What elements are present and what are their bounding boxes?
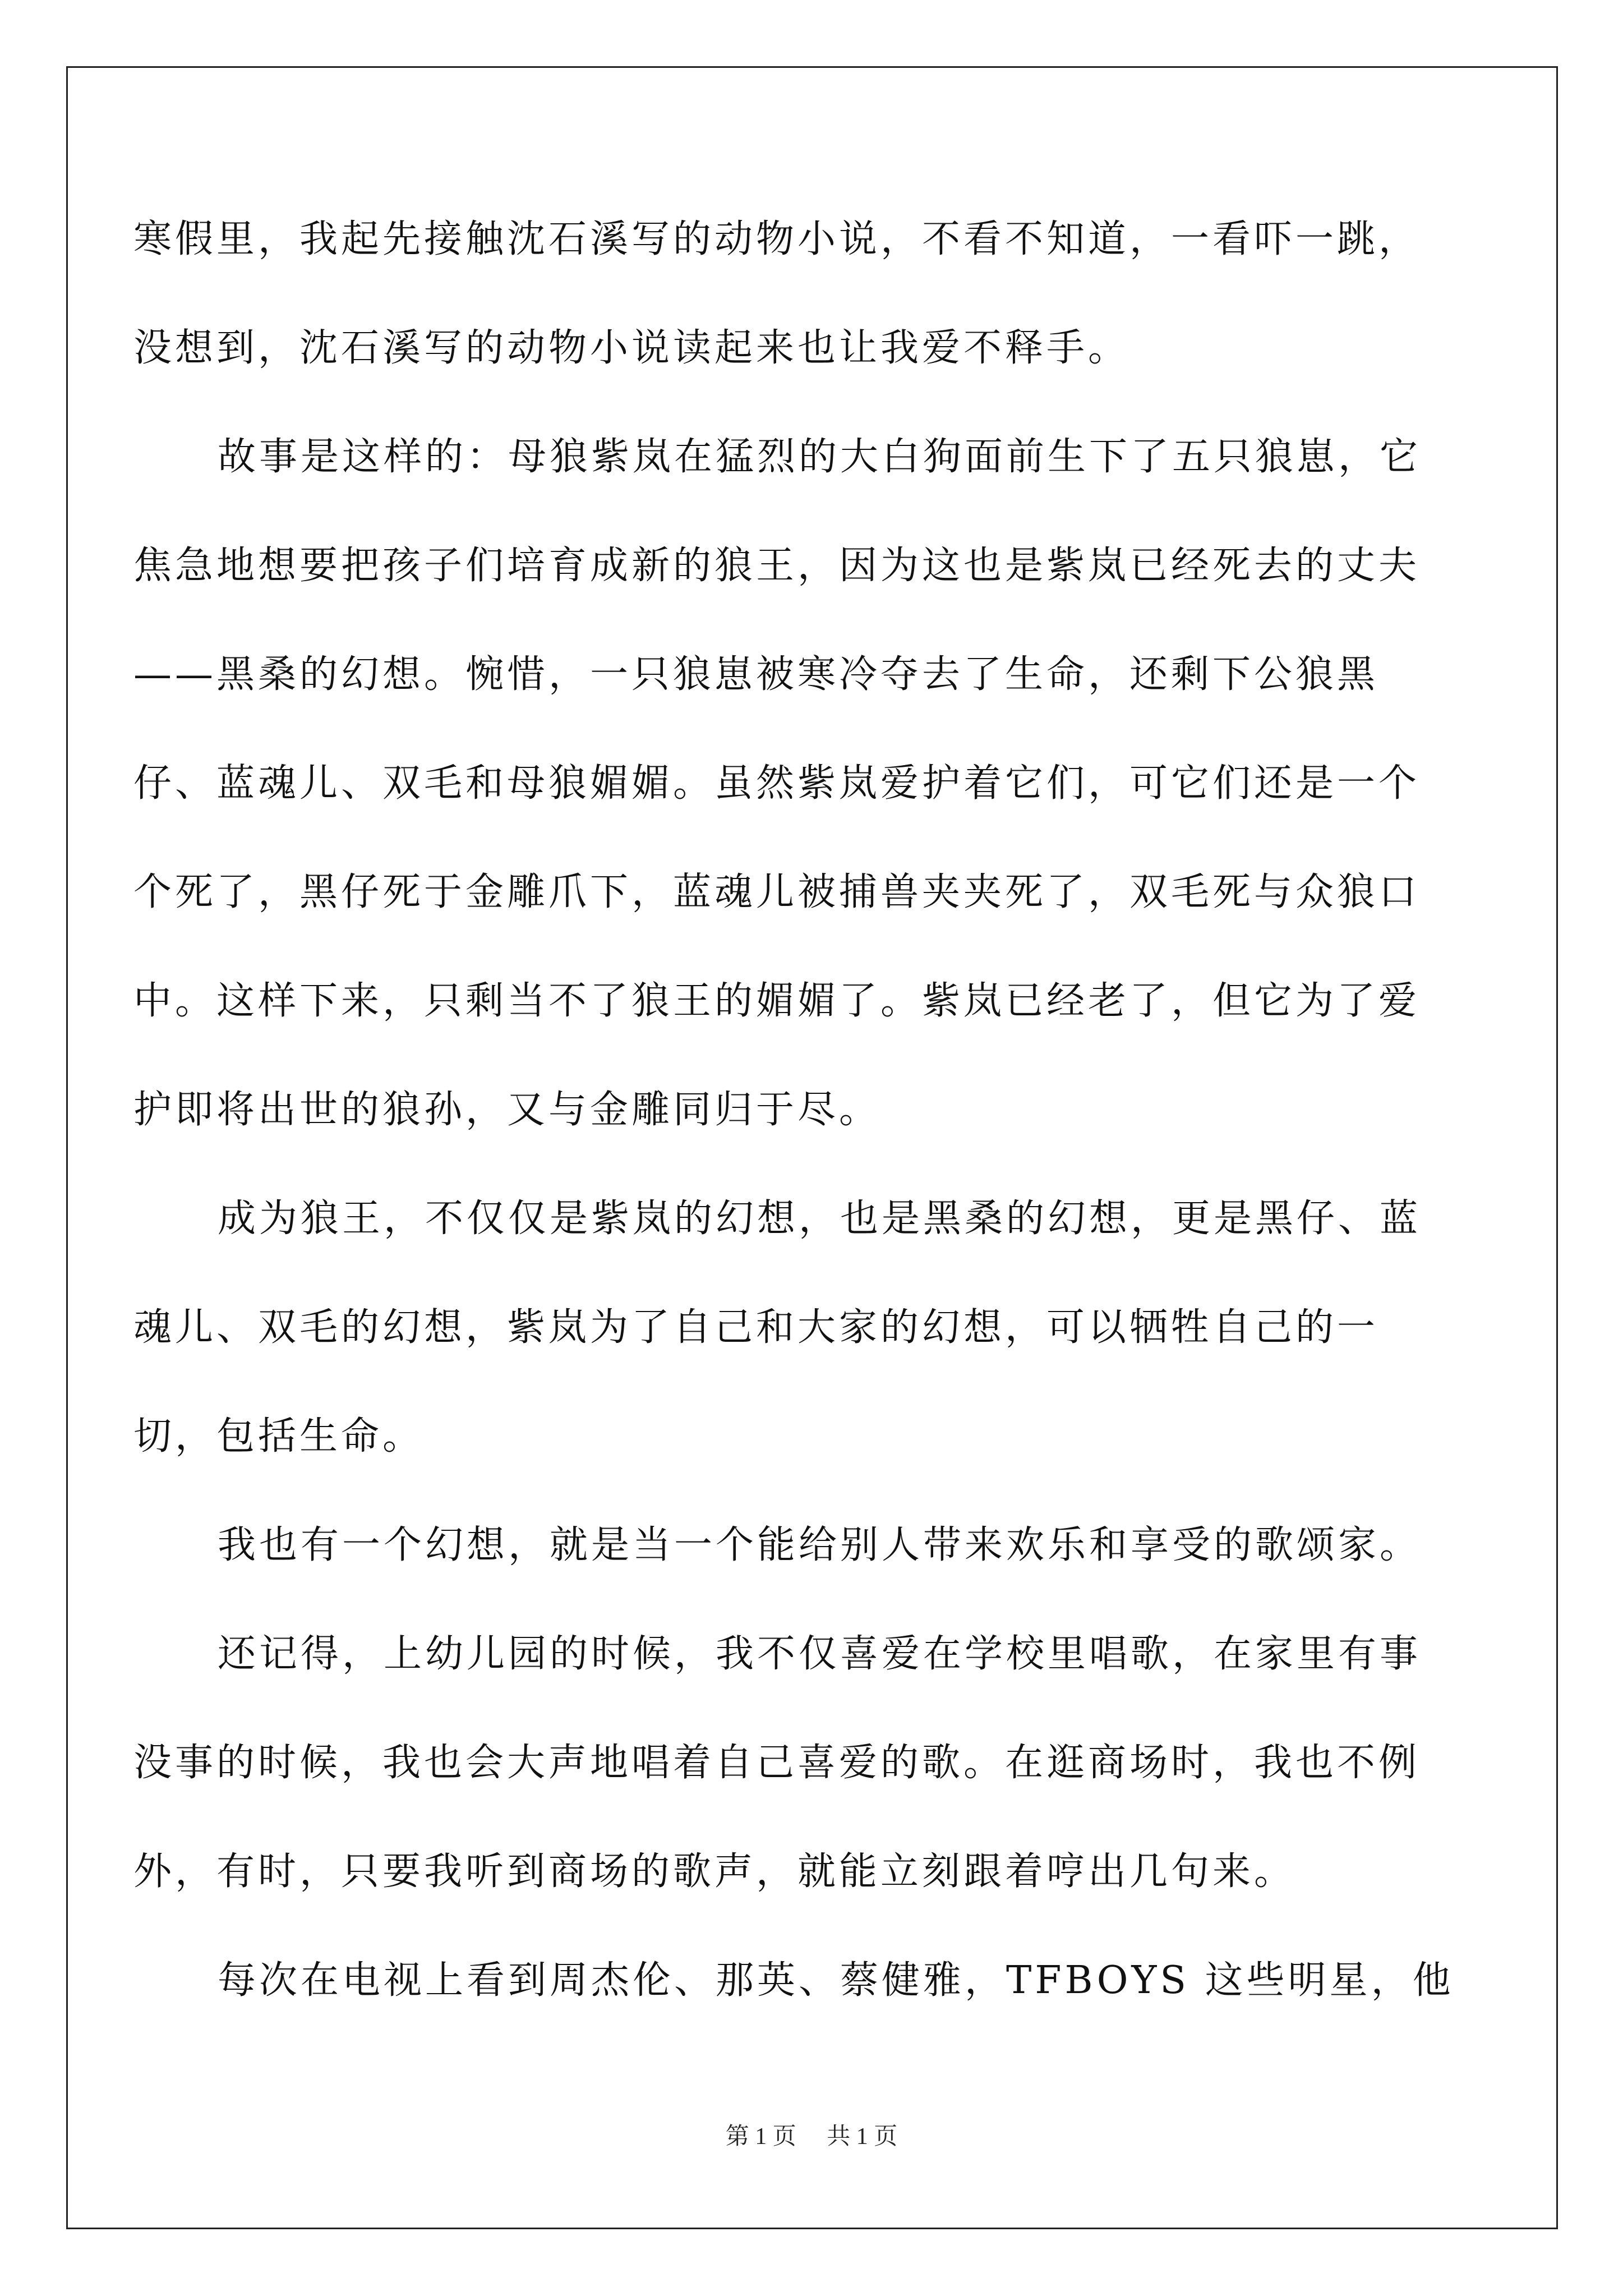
paragraph-2: 故事是这样的：母狼紫岚在猛烈的大白狗面前生下了五只狼崽，它焦急地想要把孩子们培育成新的狼王，因为这也是紫岚已经死去的丈夫——黑桑的幻想。惋惜，一只狼崽被寒冷夺去了生命，还剩下公狼黑仔、蓝魂儿、双毛和母狼媚媚。虽然紫岚爱护着它们，可它们还是一个个死了，黑仔死于金雕爪下，蓝魂儿被捕兽夹夹死了，双毛死与众狼口中。这样下来，只剩当不了狼王的媚媚了。紫岚已经老了，但它为了爱护即将出世的狼孙，又与金雕同归于尽。 <box>133 435 1422 1132</box>
paragraph-6: 每次在电视上看到周杰伦、那英、蔡健雅，TFBOYS 这些明星，他 <box>218 1958 1454 2003</box>
page-total: 共 1 页 <box>827 2124 898 2150</box>
page-number: 第 1 页 <box>725 2124 796 2150</box>
paragraph-5: 还记得，上幼儿园的时候，我不仅喜爱在学校里唱歌，在家里有事没事的时候，我也会大声地唱着自己喜爱的歌。在逛商场时，我也不例外，有时，只要我听到商场的歌声，就能立刻跟着哼出几句来。 <box>133 1632 1422 1894</box>
paragraph-4: 我也有一个幻想，就是当一个能给别人带来欢乐和享受的歌颂家。 <box>218 1523 1422 1567</box>
paragraph-1: 寒假里，我起先接触沈石溪写的动物小说，不看不知道，一看吓一跳，没想到，沈石溪写的动物小说读起来也让我爱不释手。 <box>133 217 1421 370</box>
paragraph-3: 成为狼王，不仅仅是紫岚的幻想，也是黑桑的幻想，更是黑仔、蓝魂儿、双毛的幻想，紫岚为了自己和大家的幻想，可以牺牲自己的一切，包括生命。 <box>133 1197 1422 1458</box>
document-body <box>133 185 1457 2035</box>
page-footer <box>0 2118 1623 2151</box>
